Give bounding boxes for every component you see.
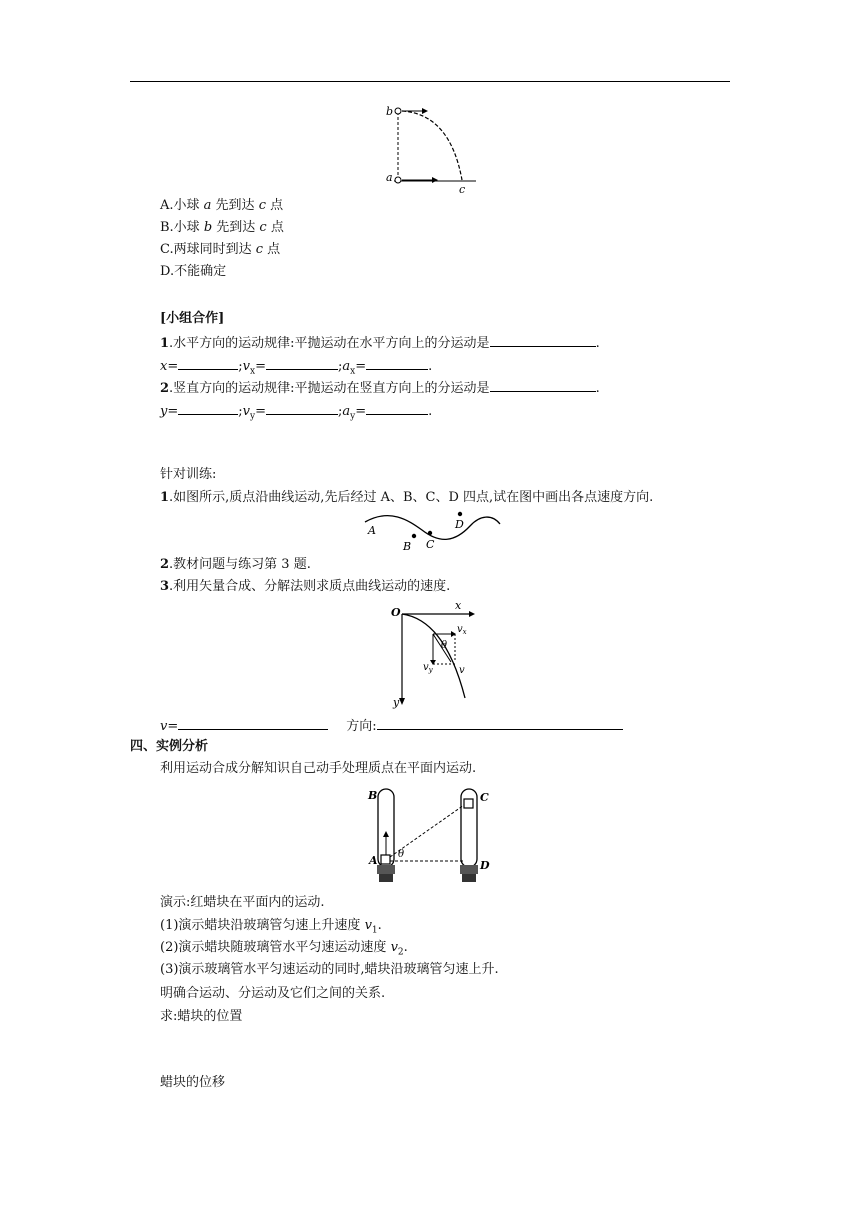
training-question-3: 3.利用矢量合成、分解法则求质点曲线运动的速度. [160, 579, 451, 594]
header-rule [130, 81, 730, 82]
figure-velocity-decomposition [385, 598, 485, 710]
figure-wavy-curve [360, 508, 505, 556]
find-position-line: 求:蜡块的位置 [160, 1009, 243, 1024]
label-vy: $v_y$ [423, 662, 433, 674]
group-item-2: 2.竖直方向的运动规律:平抛运动在竖直方向上的分运动是 . [160, 381, 600, 396]
clarify-line: 明确合运动、分运动及它们之间的关系. [160, 986, 386, 1001]
left-tube-foot [379, 874, 393, 882]
point-d [458, 512, 462, 516]
training-question-1: 1.如图所示,质点沿曲线运动,先后经过 A、B、C、D 四点,试在图中画出各点速度方向. [160, 490, 654, 505]
label-vx: $v_x$ [457, 624, 467, 636]
label-v: v [459, 665, 465, 676]
label-O: O [391, 606, 401, 619]
label-theta: θ [441, 640, 448, 651]
label-a: a [386, 171, 393, 184]
group-item-1: 1.水平方向的运动规律:平抛运动在水平方向上的分运动是 . [160, 336, 600, 351]
training-question-2: 2.教材问题与练习第 3 题. [160, 557, 311, 572]
displacement-line: 蜡块的位移 [160, 1075, 226, 1090]
figure-projectile-balls [380, 100, 490, 195]
right-tube-foot [462, 874, 476, 882]
velocity-answer-line: v= 方向: [160, 717, 623, 735]
left-tube-base [377, 865, 395, 874]
section4-title: 四、实例分析 [130, 739, 209, 754]
wax-block-a [381, 855, 390, 864]
label-b: b [386, 105, 394, 118]
wavy-curve-path [365, 516, 500, 540]
label-A: A [368, 524, 376, 537]
label-theta: θ [398, 849, 405, 860]
label-x: x [455, 599, 462, 612]
label-C: C [426, 538, 435, 551]
label-B: B [368, 789, 378, 802]
demo-step-3: (3)演示玻璃管水平匀速运动的同时,蜡块沿玻璃管匀速上升. [160, 962, 499, 977]
ball-a [395, 177, 401, 183]
demo-step-1: (1)演示蜡块沿玻璃管匀速上升速度 $v_1$. [160, 918, 382, 936]
point-c [428, 531, 432, 535]
label-y: y [393, 696, 400, 709]
label-C: C [480, 791, 489, 804]
trajectory-dashed-curve [402, 111, 462, 180]
label-A: A [369, 854, 378, 867]
x-axis-arrow [469, 611, 475, 617]
group-equation-2: $y= ;v_y=$ $;a_y=$ . [160, 404, 433, 422]
option-b: B.小球 b 先到达 c 点 [160, 220, 284, 235]
figure-glass-tubes [368, 785, 493, 888]
label-B: B [403, 540, 412, 553]
training-title: 针对训练: [160, 467, 217, 482]
option-a: A.小球 a 先到达 c 点 [160, 198, 284, 213]
y-axis-arrow [399, 698, 405, 705]
arrow-b-head [422, 108, 428, 114]
label-c: c [459, 183, 466, 196]
right-tube-base [460, 865, 478, 874]
group-work-title: [小组合作] [160, 311, 225, 326]
option-c: C.两球同时到达 c 点 [160, 242, 281, 257]
label-D: D [480, 859, 490, 872]
arrow-a-head [432, 177, 438, 183]
ball-b [395, 108, 401, 114]
point-b [412, 534, 416, 538]
section4-intro: 利用运动合成分解知识自己动手处理质点在平面内运动. [160, 761, 477, 776]
demo-step-2: (2)演示蜡块随玻璃管水平匀速运动速度 $v_2$. [160, 940, 408, 958]
group-equation-1: $x= ;v_x=$ $;a_x=$ . [160, 359, 433, 377]
wax-block-c [464, 799, 473, 808]
label-D: D [455, 518, 464, 531]
option-d: D.不能确定 [160, 264, 227, 279]
demo-line: 演示:红蜡块在平面内的运动. [160, 895, 325, 910]
